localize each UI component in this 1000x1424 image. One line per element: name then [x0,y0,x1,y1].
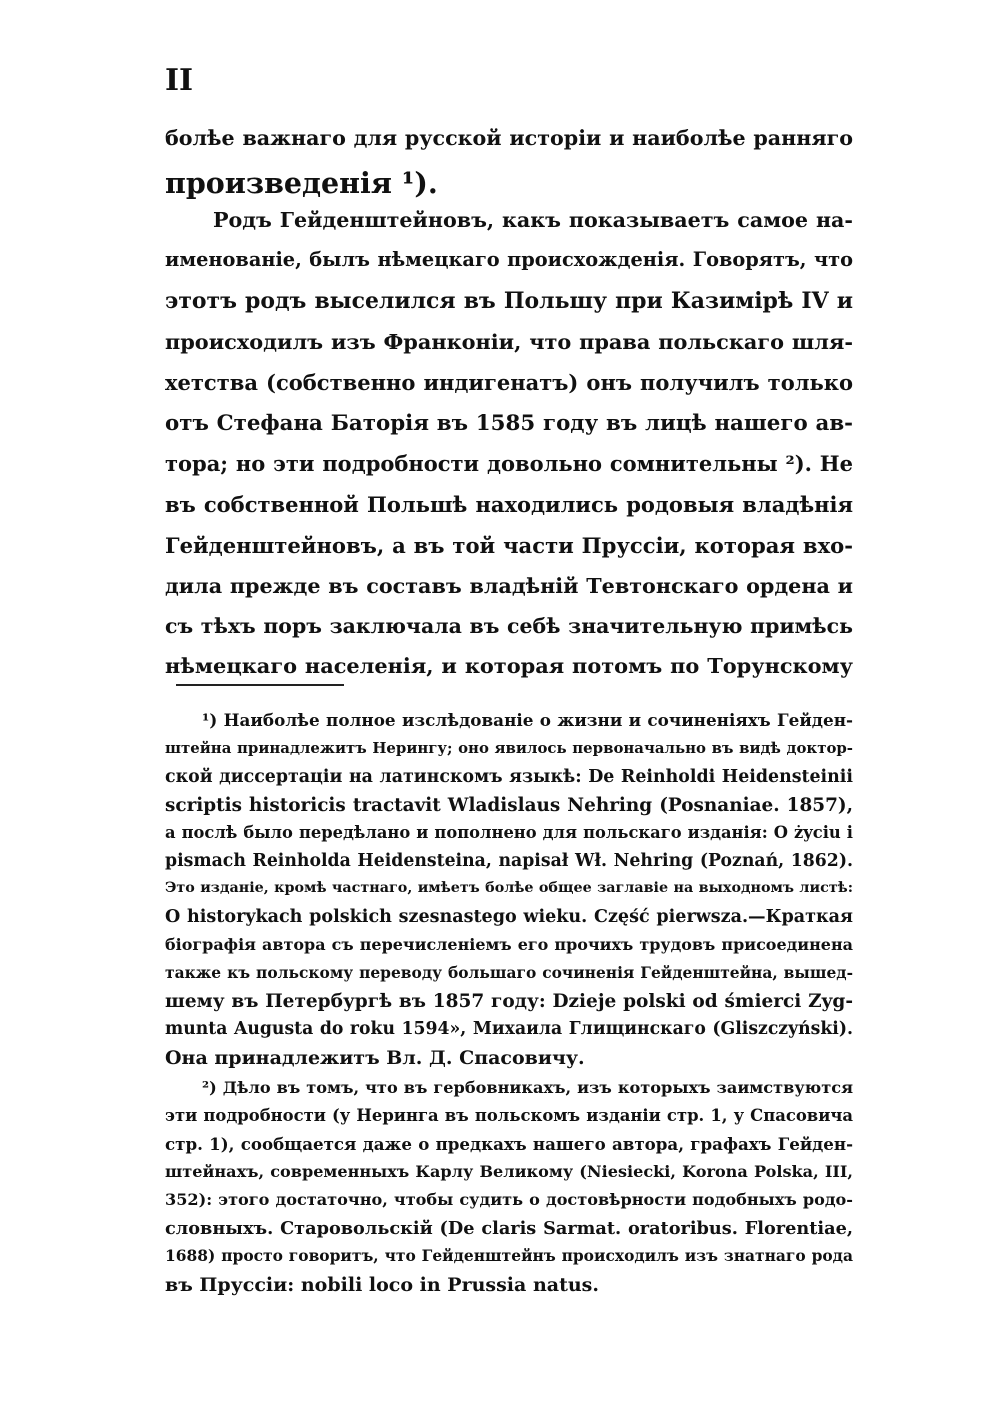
footnote-line: 1688) просто говоритъ, что Гейденштейнъ происходилъ изъ знатнаго рода [165,1246,853,1265]
footnote-line: Она принадлежитъ Вл. Д. Спасовичу. [165,1047,585,1069]
footnote-line: ¹) Наиболѣе полное изслѣдованіе о жизни и сочиненіяхъ Гейден- [202,710,853,730]
text-line: болѣе важнаго для русской исторіи и наиболѣе ранняго [165,126,853,150]
footnote-line: O historykach polskich szesnastego wieku. Część pierwsza.—Краткая [165,907,853,927]
footnote-line: стр. 1), сообщается даже о предкахъ нашего автора, графахъ Гейден- [165,1134,853,1154]
footnote-line: munta Augusta do roku 1594», Михаила Глищинскаго (Gliszczyński). [165,1019,853,1039]
text-line: въ собственной Польшѣ находились родовыя владѣнія [165,492,853,517]
footnote-line: pismach Reinholda Heidensteina, napisał Wł. Nehring (Poznań, 1862). [165,851,853,871]
text-line: Гейденштейновъ, а въ той части Пруссіи, которая вхо- [165,533,853,558]
text-line: этотъ родъ выселился въ Польшу при Казимірѣ IV и [165,288,853,314]
footnote-separator [176,684,344,686]
footnote-line: въ Пруссіи: nobili loco in Prussia natus. [165,1274,599,1296]
footnote-line: Это изданіе, кромѣ частнаго, имѣетъ болѣе общее заглавіе на выходномъ листѣ: [165,880,853,896]
footnote-line: 352): этого достаточно, чтобы судить о достовѣрности подобныхъ родо- [165,1190,853,1209]
footnote-line: словныхъ. Старовольскій (De claris Sarmat. oratoribus. Florentiae, [165,1218,853,1239]
text-line: отъ Стефана Баторія въ 1585 году въ лицѣ нашего ав- [165,411,853,436]
footnote-line: также къ польскому переводу большаго сочиненія Гейденштейна, вышед- [165,963,853,982]
footnote-line: шему въ Петербургѣ въ 1857 году: Dzieje polski od śmierci Zyg- [165,991,853,1012]
text-line: произведенія ¹). [165,166,438,200]
text-line: съ тѣхъ поръ заключала въ себѣ значительную примѣсь [165,614,853,638]
text-line: хетства (собственно индигенатъ) онъ получилъ только [165,370,853,395]
page-number: II [165,63,194,98]
footnote-line: эти подробности (у Неринга въ польскомъ изданіи стр. 1, у Спасовича [165,1106,853,1125]
footnote-line: а послѣ было передѣлано и пополнено для польскаго изданія: O życiu i [165,823,853,842]
text-line: Родъ Гейденштейновъ, какъ показываетъ самое на- [213,208,853,232]
text-line: тора; но эти подробности довольно сомнительны ²). Не [165,451,853,476]
text-line: дила прежде въ составъ владѣній Тевтонскаго ордена и [165,574,853,598]
footnote-line: scriptis historicis tractavit Wladislaus Nehring (Posnaniae. 1857), [165,795,853,816]
text-line: именованіе, былъ нѣмецкаго происхожденія. Говорятъ, что [165,248,853,271]
footnote-line: біографія автора съ перечисленіемъ его прочихъ трудовъ присоединена [165,935,853,954]
footnote-line: штейна принадлежитъ Нерингу; оно явилось первоначально въ видѣ доктор- [165,739,853,757]
footnote-line: штейнахъ, современныхъ Карлу Великому (Niesiecki, Korona Polska, III, [165,1162,853,1181]
footnote-line: ской диссертаціи на латинскомъ языкѣ: De Reinholdi Heidensteinii [165,767,853,787]
footnote-line: ²) Дѣло въ томъ, что въ гербовникахъ, изъ которыхъ заимствуются [202,1078,853,1097]
text-line: нѣмецкаго населенія, и которая потомъ по Торунскому [165,653,853,678]
text-line: происходилъ изъ Франконіи, что права польскаго шля- [165,329,853,354]
